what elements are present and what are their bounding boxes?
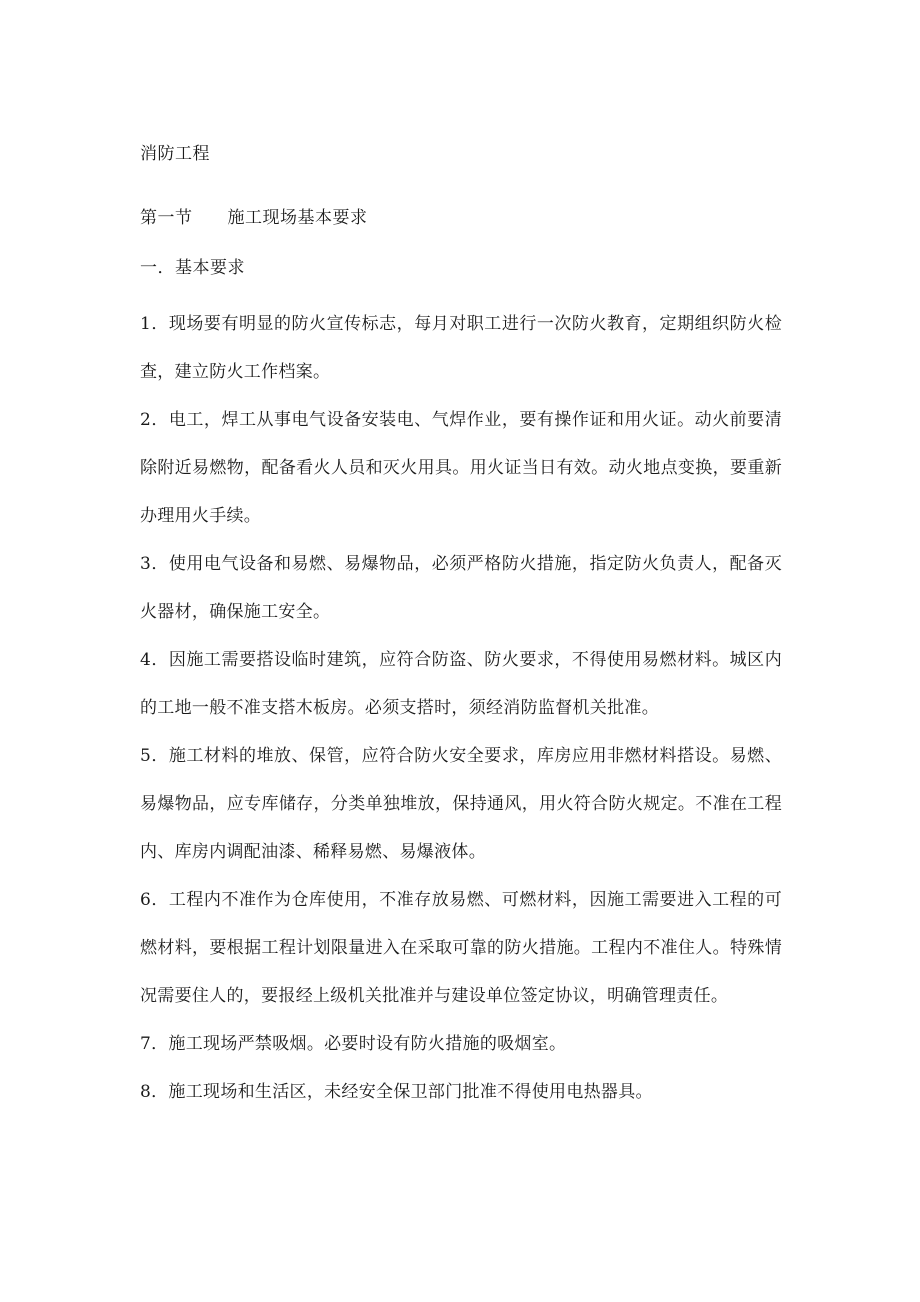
paragraph-5: 5．施工材料的堆放、保管，应符合防火安全要求，库房应用非燃材料搭设。易燃、易爆物品，应专库储存，分类单独堆放，保持通风，用火符合防火规定。不准在工程内、库房内调配油漆、稀释易燃、易爆液体。: [140, 746, 782, 862]
paragraph-6: 6．工程内不准作为仓库使用，不准存放易燃、可燃材料，因施工需要进入工程的可燃材料，要根据工程计划限量进入在采取可靠的防火措施。工程内不准住人。特殊情况需要住人的，要报经上级机关批准并与建设单位签定协议，明确管理责任。: [140, 890, 782, 1006]
paragraph-7: 7．施工现场严禁吸烟。必要时设有防火措施的吸烟室。: [140, 1034, 567, 1054]
paragraph-1: 1．现场要有明显的防火宣传标志，每月对职工进行一次防火教育，定期组织防火检查，建立防火工作档案。: [140, 314, 782, 382]
paragraph-8: 8．施工现场和生活区，未经安全保卫部门批准不得使用电热器具。: [140, 1082, 653, 1102]
paragraph-2: 2．电工，焊工从事电气设备安装电、气焊作业，要有操作证和用火证。动火前要清除附近易燃物，配备看火人员和灭火用具。用火证当日有效。动火地点变换，要重新办理用火手续。: [140, 410, 782, 526]
document-title: 消防工程: [140, 144, 210, 164]
paragraph-4: 4．因施工需要搭设临时建筑，应符合防盗、防火要求，不得使用易燃材料。城区内的工地一般不准支搭木板房。必须支搭时，须经消防监督机关批准。: [140, 650, 782, 718]
subsection-title: 一．基本要求: [140, 258, 245, 278]
section-title: 第一节 施工现场基本要求: [140, 208, 368, 228]
document-page: [140, 138, 782, 1116]
paragraph-3: 3．使用电气设备和易燃、易爆物品，必须严格防火措施，指定防火负责人，配备灭火器材，确保施工安全。: [140, 554, 782, 622]
